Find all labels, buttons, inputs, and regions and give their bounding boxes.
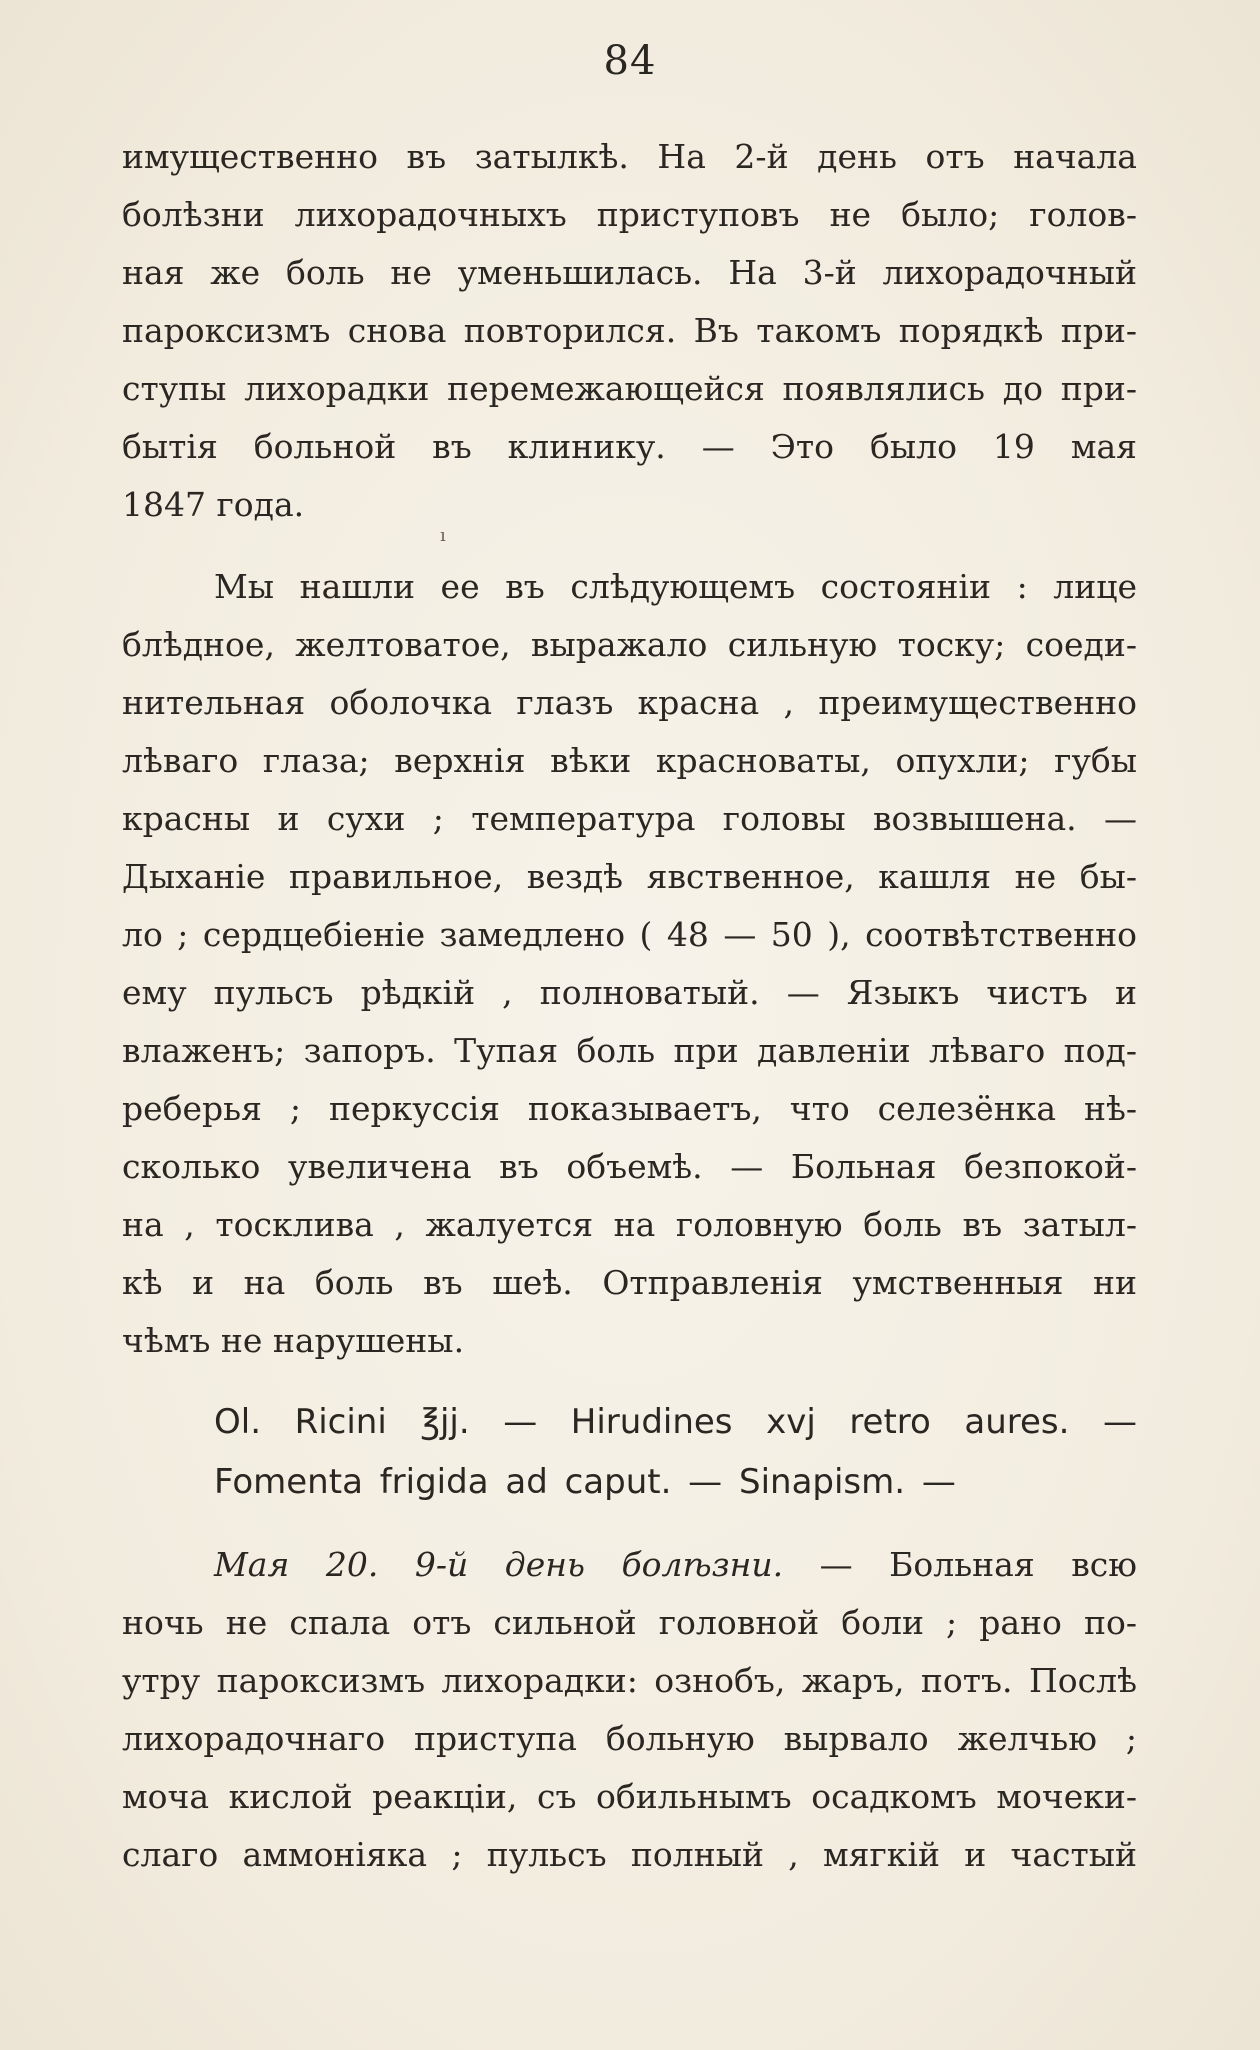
- text-line: чѣмъ не нарушены.: [122, 1321, 465, 1360]
- text-line: слаго аммоніяка ; пульсъ полный , мягкій и частый: [122, 1835, 1137, 1874]
- prescription-line: Ol. Ricini ℥jj. — Hirudines xvj retro aures. —: [214, 1402, 1137, 1442]
- text-line: ло ; сердцебіеніе замедлено ( 48 — 50 ), соотвѣтственно: [122, 915, 1137, 954]
- page-number: 84: [603, 38, 657, 84]
- text-line: блѣдное, желтоватое, выражало сильную тоску; соеди-: [122, 625, 1137, 664]
- text-line: ступы лихорадки перемежающейся появлялись до при-: [122, 369, 1137, 408]
- text-line: влаженъ; запоръ. Тупая боль при давленіи лѣваго под-: [122, 1031, 1137, 1070]
- text-line: бытія больной въ клинику. — Это было 19 мая: [122, 427, 1137, 466]
- text-line: на , тосклива , жалуется на головную боль въ затыл-: [122, 1205, 1137, 1244]
- text-line: [122, 1536, 1137, 1594]
- text-line: нительная оболочка глазъ красна , преимущественно: [122, 683, 1137, 722]
- text-line: утру пароксизмъ лихорадки: ознобъ, жаръ, потъ. Послѣ: [122, 1661, 1137, 1700]
- text-line: ная же боль не уменьшилась. На 3-й лихорадочный: [122, 253, 1137, 292]
- text-line: красны и сухи ; температура головы возвышена. —: [122, 799, 1137, 838]
- text-line: сколько увеличена въ объемѣ. — Больная безпокой-: [122, 1147, 1137, 1186]
- text-line: лихорадочнаго приступа больную вырвало желчью ;: [122, 1719, 1137, 1758]
- paragraph-continued-history: [122, 128, 1137, 534]
- text-line: имущественно въ затылкѣ. На 2-й день отъ начала: [122, 137, 1137, 176]
- print-speck: ı: [440, 525, 446, 546]
- paragraph-day-entry: [122, 1536, 1137, 1884]
- text-line: Мы нашли ее въ слѣдующемъ состояніи : лице: [214, 567, 1137, 606]
- text-line: ему пульсъ рѣдкій , полноватый. — Языкъ чистъ и: [122, 973, 1137, 1012]
- text-line: лѣваго глаза; верхнія вѣки красноваты, опухли; губы: [122, 741, 1137, 780]
- text-line: Дыханіе правильное, вездѣ явственное, кашля не бы-: [122, 857, 1137, 896]
- text-line: моча кислой реакціи, съ обильнымъ осадкомъ мочеки-: [122, 1777, 1137, 1816]
- prescription-block: [122, 1392, 1137, 1512]
- text-line: ночь не спала отъ сильной головной боли ; рано по-: [122, 1603, 1137, 1642]
- text-line: кѣ и на боль въ шеѣ. Отправленія умственныя ни: [122, 1263, 1137, 1302]
- paragraph-examination: [122, 558, 1137, 1370]
- text-line: реберья ; перкуссія показываетъ, что селезёнка нѣ-: [122, 1089, 1137, 1128]
- text-fragment: — Больная всю: [819, 1545, 1137, 1584]
- text-line: пароксизмъ снова повторился. Въ такомъ порядкѣ при-: [122, 311, 1137, 350]
- text-line: болѣзни лихорадочныхъ приступовъ не было; голов-: [122, 195, 1137, 234]
- prescription-line: Fomenta frigida ad caput. — Sinapism. —: [214, 1462, 956, 1502]
- text-line: 1847 года.: [122, 485, 305, 524]
- date-heading: Мая 20. 9-й день болѣзни.: [214, 1545, 784, 1584]
